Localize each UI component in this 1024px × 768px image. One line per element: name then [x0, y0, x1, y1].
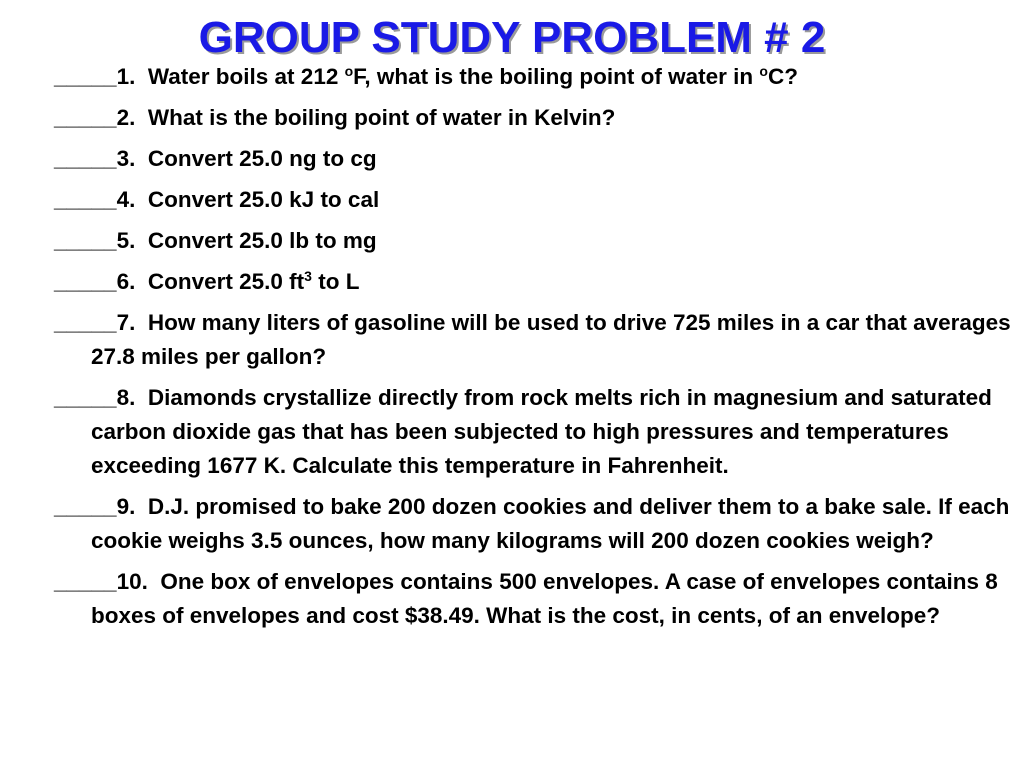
answer-blank: _____: [54, 269, 117, 294]
degree-superscript: o: [344, 63, 354, 79]
problem-text: One box of envelopes contains 500 envelopes. A case of envelopes contains 8 boxes of envelopes and cost $38.49. What is the cost, in cents, of an envelope?: [91, 569, 998, 628]
problem-text: How many liters of gasoline will be used to drive 725 miles in a car that averages 27.8 miles per gallon?: [91, 310, 1011, 369]
problem-number: 1.: [116, 64, 136, 89]
problem-5: [54, 224, 1016, 258]
problem-2: [54, 101, 1016, 135]
degree-superscript: o: [759, 63, 768, 79]
answer-blank: _____: [54, 187, 117, 212]
problem-number: 7.: [116, 310, 136, 335]
problem-number: 5.: [116, 228, 136, 253]
problem-number: 9.: [116, 494, 136, 519]
problem-text: F, what is the boiling point of water in: [353, 64, 760, 89]
problem-4: [54, 183, 1016, 217]
problem-text: Convert 25.0 ng to cg: [147, 146, 377, 171]
problem-number: 3.: [116, 146, 136, 171]
problem-text: Water boils at 212: [147, 64, 345, 89]
problem-10: [54, 565, 1016, 633]
problem-number: 4.: [116, 187, 136, 212]
problem-9: [54, 490, 1016, 558]
problem-text: Convert 25.0 ft: [147, 269, 305, 294]
problem-6: [54, 265, 1016, 299]
problem-text: Convert 25.0 lb to mg: [147, 228, 377, 253]
problem-3: [54, 142, 1016, 176]
problem-text: Diamonds crystallize directly from rock melts rich in magnesium and saturated carbon dioxide gas that has been subjected to high pressures and temperatures exceeding 1677 K. Calculate this temperature in Fahrenheit.: [91, 385, 992, 478]
problem-1: [54, 60, 1016, 94]
problem-text: to L: [311, 269, 360, 294]
problem-8: [54, 381, 1016, 483]
problem-text: C?: [767, 64, 798, 89]
answer-blank: _____: [54, 569, 117, 594]
answer-blank: _____: [54, 385, 117, 410]
answer-blank: _____: [54, 64, 117, 89]
answer-blank: _____: [54, 105, 117, 130]
problem-number: 8.: [116, 385, 136, 410]
cubed-superscript: 3: [304, 268, 312, 284]
problem-text: What is the boiling point of water in Kelvin?: [147, 105, 616, 130]
answer-blank: _____: [54, 228, 117, 253]
answer-blank: _____: [54, 146, 117, 171]
problem-text: Convert 25.0 kJ to cal: [147, 187, 380, 212]
problem-number: 10.: [116, 569, 148, 594]
problem-text: D.J. promised to bake 200 dozen cookies and deliver them to a bake sale. If each cookie weighs 3.5 ounces, how many kilograms will 200 dozen cookies weigh?: [91, 494, 1010, 553]
answer-blank: _____: [54, 494, 117, 519]
problem-number: 6.: [116, 269, 136, 294]
problem-list: [54, 60, 1016, 640]
page-title: GROUP STUDY PROBLEM # 2: [198, 13, 826, 62]
problem-number: 2.: [116, 105, 136, 130]
problem-7: [54, 306, 1016, 374]
answer-blank: _____: [54, 310, 117, 335]
